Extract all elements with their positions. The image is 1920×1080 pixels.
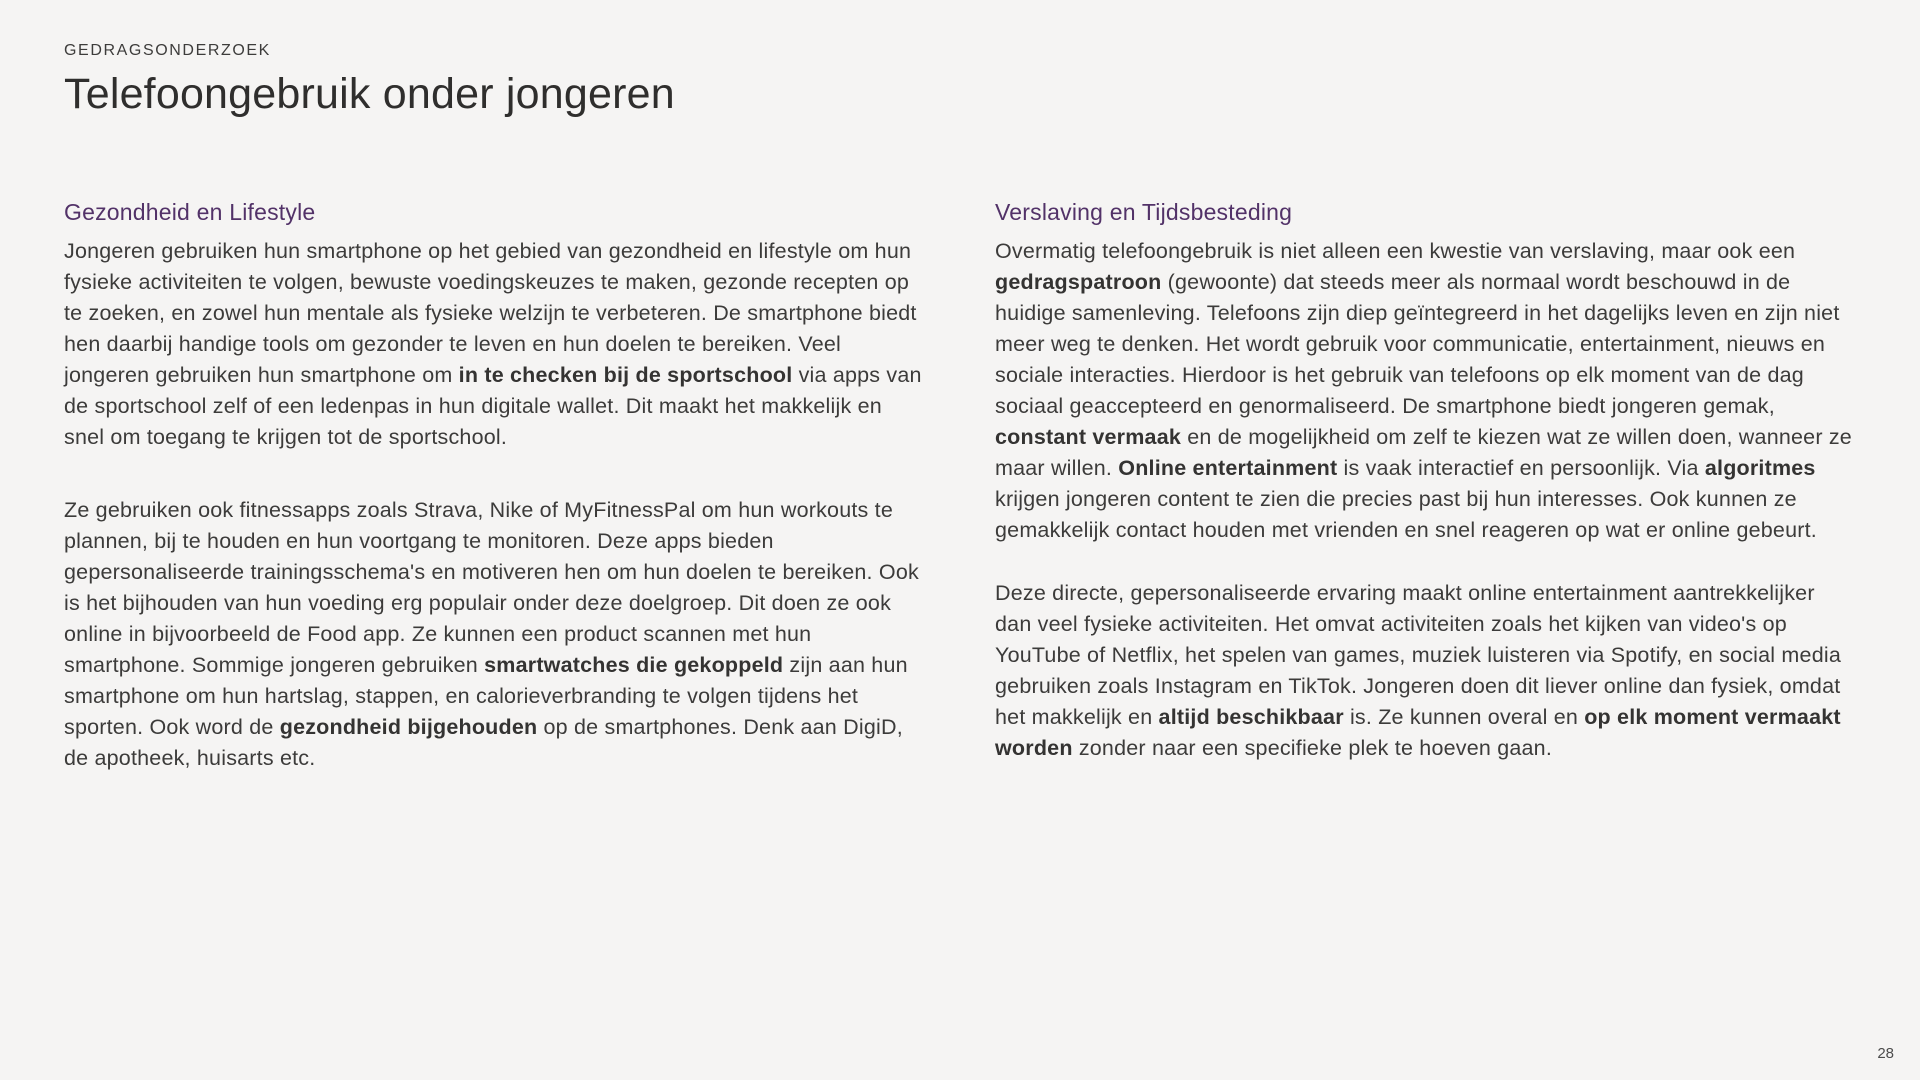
page-number: 28 <box>1877 1045 1894 1062</box>
text-run: op de smartphones. Denk aan DigiD, de apotheek, huisarts etc. <box>64 715 903 770</box>
text-run: Deze directe, gepersonaliseerde ervaring maakt online entertainment aantrekkelijker dan veel fysieke activiteiten. Het omvat activiteiten zoals het kijken van video's op YouTube of Netflix, het spelen van games, muziek luisteren via Spotify, en social media gebruiken zoals Instagram en TikTok. Jongeren doen dit liever online dan fysiek, omdat het makkelijk en <box>995 581 1841 729</box>
bold-text: altijd beschikbaar <box>1158 705 1344 729</box>
text-run: Jongeren gebruiken hun smartphone op het gebied van gezondheid en lifestyle om hun fysieke activiteiten te volgen, bewuste voedingskeuzes te maken, gezonde recepten op te zoeken, en zowel hun mentale als fysieke welzijn te verbeteren. De smartphone biedt hen daarbij handige tools om gezonder te leven en hun doelen te bereiken. Veel jongeren gebruiken hun smartphone om <box>64 239 917 387</box>
paragraph <box>64 236 925 453</box>
text-run: is. Ze kunnen overal en <box>1343 705 1585 729</box>
column-gezondheid <box>64 199 925 774</box>
text-run: Overmatig telefoongebruik is niet alleen een kwestie van verslaving, maar ook een <box>995 239 1796 263</box>
section-heading-verslaving: Verslaving en Tijdsbesteding <box>995 199 1293 225</box>
bold-text: gedragspatroon <box>995 270 1162 294</box>
paragraph <box>995 236 1856 546</box>
text-run: zijn aan hun smartphone om hun hartslag, stappen, en calorieverbranding te volgen tijdens het sporten. Ook word de <box>64 653 908 739</box>
bold-text: smartwatches die gekoppeld <box>484 653 784 677</box>
bold-text: Online entertainment <box>1118 456 1338 480</box>
paragraph <box>995 578 1856 764</box>
text-run: en de mogelijkheid om zelf te kiezen wat ze willen doen, wanneer ze maar willen. <box>995 425 1852 480</box>
text-run: via apps van de sportschool zelf of een ledenpas in hun digitale wallet. Dit maakt het makkelijk en snel om toegang te krijgen tot de sportschool. <box>64 363 922 449</box>
content-columns <box>64 199 1856 774</box>
section-body-gezondheid <box>64 236 925 774</box>
section-heading-gezondheid: Gezondheid en Lifestyle <box>64 199 316 225</box>
text-run: Ze gebruiken ook fitnessapps zoals Strava, Nike of MyFitnessPal om hun workouts te plannen, bij te houden en hun voortgang te monitoren. Deze apps bieden gepersonaliseerde trainingsschema's en motiveren hen om hun doelen te bereiken. Ook is het bijhouden van hun voeding erg populair onder deze doelgroep. Dit doen ze ook online in bijvoorbeeld de Food app. Ze kunnen een product scannen met hun smartphone. Sommige jongeren gebruiken <box>64 498 919 677</box>
text-run: zonder naar een specifieke plek te hoeven gaan. <box>1072 736 1553 760</box>
bold-text: op elk moment vermaakt worden <box>995 705 1841 760</box>
text-run: is vaak interactief en persoonlijk. Via <box>1337 456 1705 480</box>
bold-text: in te checken bij de sportschool <box>458 363 793 387</box>
text-run: krijgen jongeren content te zien die precies past bij hun interesses. Ook kunnen ze gemakkelijk contact houden met vrienden en snel reageren op wat er online gebeurt. <box>995 487 1817 542</box>
bold-text: algoritmes <box>1704 456 1816 480</box>
text-run: (gewoonte) dat steeds meer als normaal wordt beschouwd in de huidige samenleving. Telefoons zijn diep geïntegreerd in het dagelijks leven en zijn niet meer weg te denken. Het wordt gebruik voor communicatie, entertainment, nieuws en sociale interacties. Hierdoor is het gebruik van telefoons op elk moment van de dag sociaal geaccepteerd en genormaliseerd. De smartphone biedt jongeren gemak, <box>995 270 1840 418</box>
bold-text: constant vermaak <box>995 425 1182 449</box>
paragraph <box>64 495 925 774</box>
slide-header <box>64 42 1856 119</box>
section-body-verslaving <box>995 236 1856 764</box>
eyebrow-label: GEDRAGSONDERZOEK <box>64 42 271 59</box>
page-title: Telefoongebruik onder jongeren <box>64 70 675 118</box>
column-verslaving <box>995 199 1856 764</box>
bold-text: gezondheid bijgehouden <box>279 715 538 739</box>
